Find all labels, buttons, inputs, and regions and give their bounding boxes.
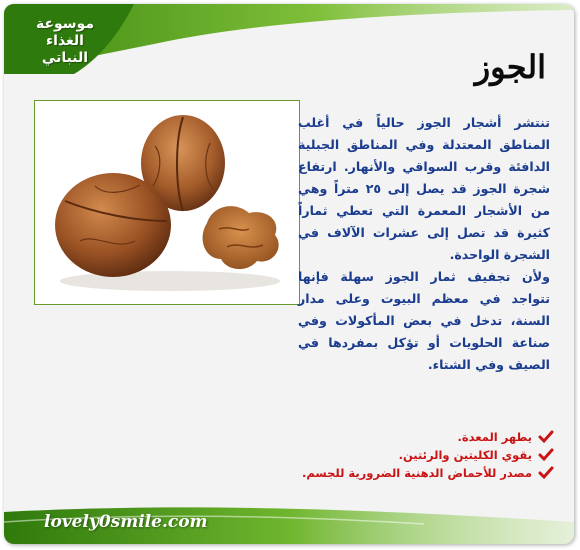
benefits-list: [234, 428, 554, 482]
checkmark-icon: [538, 466, 554, 480]
article-paragraph-2: ولأن تجفيف ثمار الجوز سهلة فإنها تتواجد في معظم البيوت وعلى مدار السنة، تدخل في بعض المأكولات وفي صناعة الحلويات أو تؤكل بمفردها في الصيف وفي الشتاء.: [298, 269, 550, 372]
benefit-item: [234, 446, 554, 464]
benefit-text: يقوي الكليتين والرئتين.: [398, 448, 532, 462]
benefit-item: [234, 464, 554, 482]
site-watermark: lovely0smile.com: [44, 512, 208, 532]
benefit-item: [234, 428, 554, 446]
brand-line-2: الغذاء: [45, 33, 84, 49]
benefit-text: مصدر للأحماض الدهنية الضرورية للجسم.: [302, 466, 532, 480]
walnut-photo: [34, 100, 300, 305]
brand-logo-text: [20, 16, 110, 67]
brand-line-3: النباتي: [41, 50, 89, 66]
page-title: الجوز: [474, 48, 546, 86]
checkmark-icon: [538, 448, 554, 462]
article-paragraph-1: تنتشر أشجار الجوز حالياً في أغلب المناطق المعتدلة وفي المناطق الجبلية الدافئة وقرب السواقي والأنهار. ارتفاع شجرة الجوز قد يصل إلى ٢٥ متراً وهي من الأشجار المعمرة التي تعطي ثماراً كثيرة قد تصل إلى عشرات الآلاف في الشجرة الواحدة.: [298, 115, 550, 262]
brand-line-1: موسوعة: [35, 16, 95, 32]
benefit-text: يطهر المعدة.: [457, 430, 532, 444]
content-frame: [4, 4, 574, 544]
checkmark-icon: [538, 430, 554, 444]
article-body: [298, 112, 550, 376]
